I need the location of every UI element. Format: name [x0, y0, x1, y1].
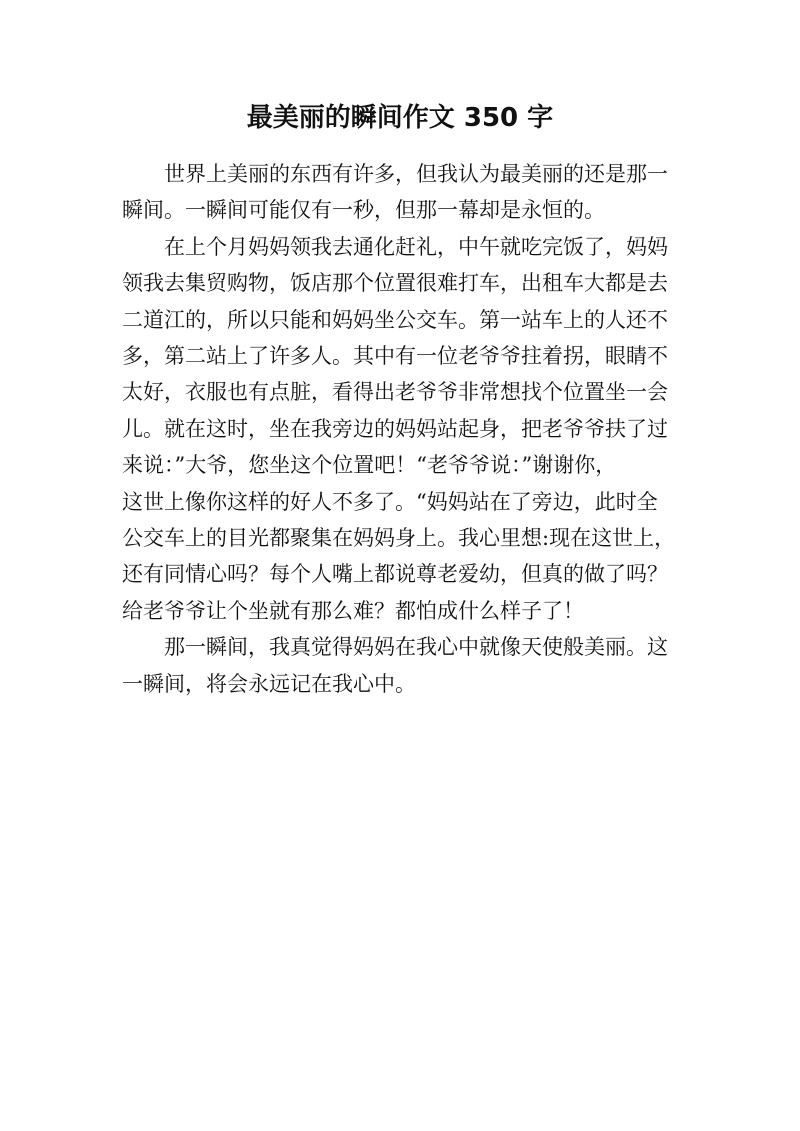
paragraph-2 [122, 229, 682, 629]
document-body [122, 156, 682, 702]
paragraph-line: 世界上美丽的东西有许多，但我认为最美丽的还是那一 [164, 162, 668, 186]
paragraph-line: 领我去集贸购物，饭店那个位置很难打车，出租车大都是去 [122, 271, 668, 296]
paragraph-line: 多，第二站上了许多人。其中有一位老爷爷拄着拐，眼睛不 [122, 344, 668, 369]
paragraph-line: 一瞬间，将会永远记在我心中。 [122, 671, 416, 696]
paragraph-1 [122, 156, 682, 229]
paragraph-line: 太好，衣服也有点脏，看得出老爷爷非常想找个位置坐一会 [122, 380, 668, 405]
paragraph-3 [122, 629, 682, 702]
paragraph-line: 那一瞬间，我真觉得妈妈在我心中就像天使般美丽。这 [164, 635, 668, 660]
paragraph-line: 二道江的，所以只能和妈妈坐公交车。第一站车上的人还不 [122, 307, 668, 332]
paragraph-line: 来说：”大爷，您坐这个位置吧！“老爷爷说：”谢谢你， [122, 453, 617, 478]
paragraph-line: 儿。就在这时，坐在我旁边的妈妈站起身，把老爷爷扶了过 [122, 416, 668, 441]
paragraph-line: 公交车上的目光都聚集在妈妈身上。我心里想:现在这世上， [122, 526, 676, 551]
paragraph-line: 给老爷爷让个坐就有那么难？都怕成什么样子了！ [122, 598, 584, 623]
paragraph-line: 在上个月妈妈领我去通化赶礼，中午就吃完饭了，妈妈 [164, 234, 668, 259]
paragraph-line: 这世上像你这样的好人不多了。“妈妈站在了旁边，此时全 [122, 489, 658, 514]
document-title: 最美丽的瞬间作文 350 字 [246, 103, 554, 133]
paragraph-line: 还有同情心吗？每个人嘴上都说尊老爱幼，但真的做了吗？ [122, 562, 668, 587]
paragraph-line: 瞬间。一瞬间可能仅有一秒，但那一幕却是永恒的。 [122, 198, 605, 223]
